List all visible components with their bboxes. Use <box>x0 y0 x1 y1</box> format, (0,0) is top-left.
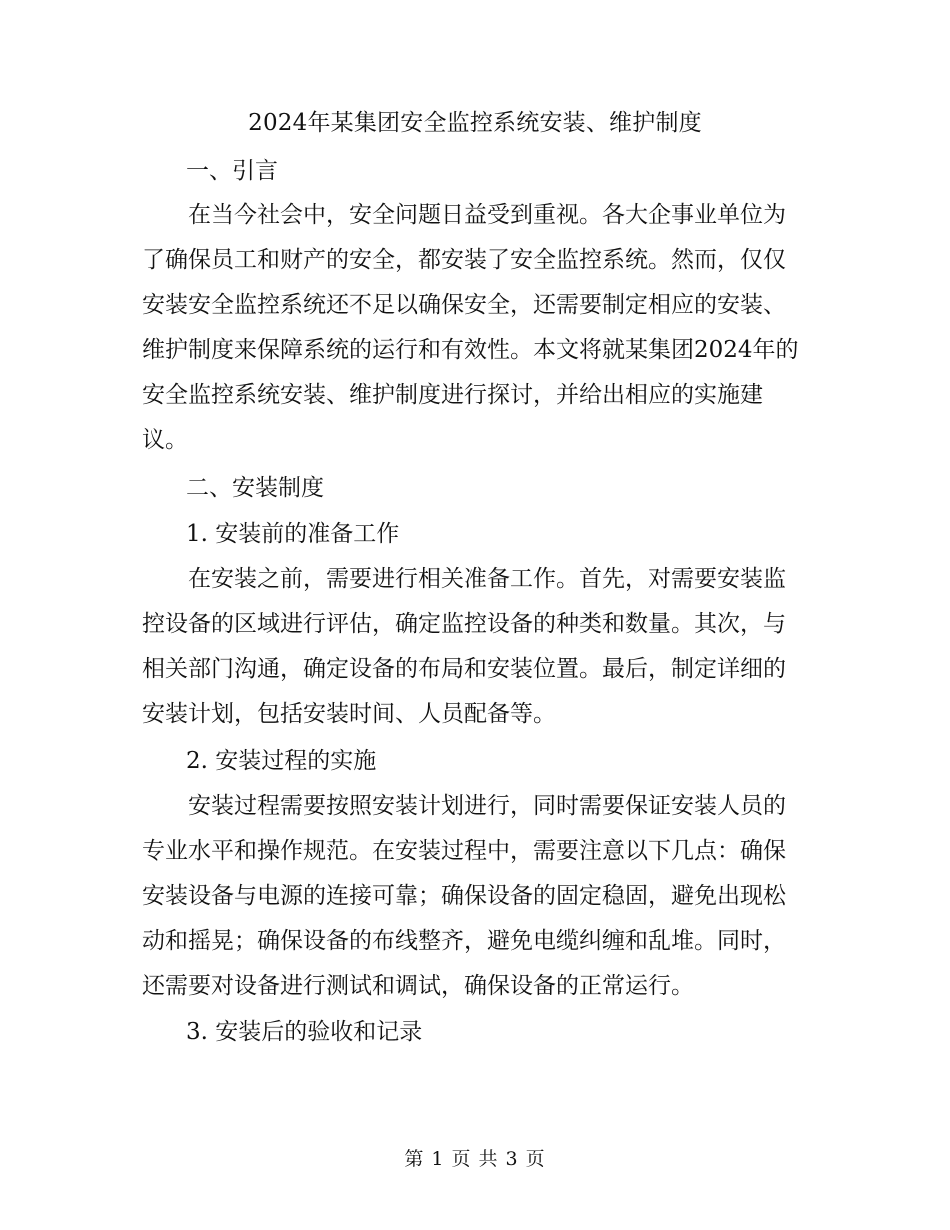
intro-paragraph: 在当今社会中，安全问题日益受到重视。各大企事业单位为了确保员工和财产的安全，都安装了安全监控系统。然而，仅仅安装安全监控系统还不足以确保安全，还需要制定相应的安装、维护制度来保障系统的运行和有效性。本文将就某集团2024年的安全监控系统安装、维护制度进行探讨，并给出相应的实施建议。 <box>142 202 799 453</box>
document-title: 2024年某集团安全监控系统安装、维护制度 <box>248 110 702 136</box>
section-heading-intro: 一、引言 <box>186 158 278 184</box>
subheading-preparation: 1. 安装前的准备工作 <box>186 521 400 547</box>
page-footer: 第 1 页 共 3 页 <box>404 1148 546 1170</box>
subheading-process: 2. 安装过程的实施 <box>186 748 377 774</box>
section-heading-install: 二、安装制度 <box>186 475 324 501</box>
preparation-paragraph: 在安装之前，需要进行相关准备工作。首先，对需要安装监控设备的区域进行评估，确定监控设备的种类和数量。其次，与相关部门沟通，确定设备的布局和安装位置。最后，制定详细的安装计划，包括安装时间、人员配备等。 <box>142 566 786 727</box>
subheading-acceptance: 3. 安装后的验收和记录 <box>186 1019 423 1045</box>
process-paragraph: 安装过程需要按照安装计划进行，同时需要保证安装人员的专业水平和操作规范。在安装过程中，需要注意以下几点：确保安装设备与电源的连接可靠；确保设备的固定稳固，避免出现松动和摇晃；确保设备的布线整齐，避免电缆纠缠和乱堆。同时，还需要对设备进行测试和调试，确保设备的正常运行。 <box>142 793 786 999</box>
